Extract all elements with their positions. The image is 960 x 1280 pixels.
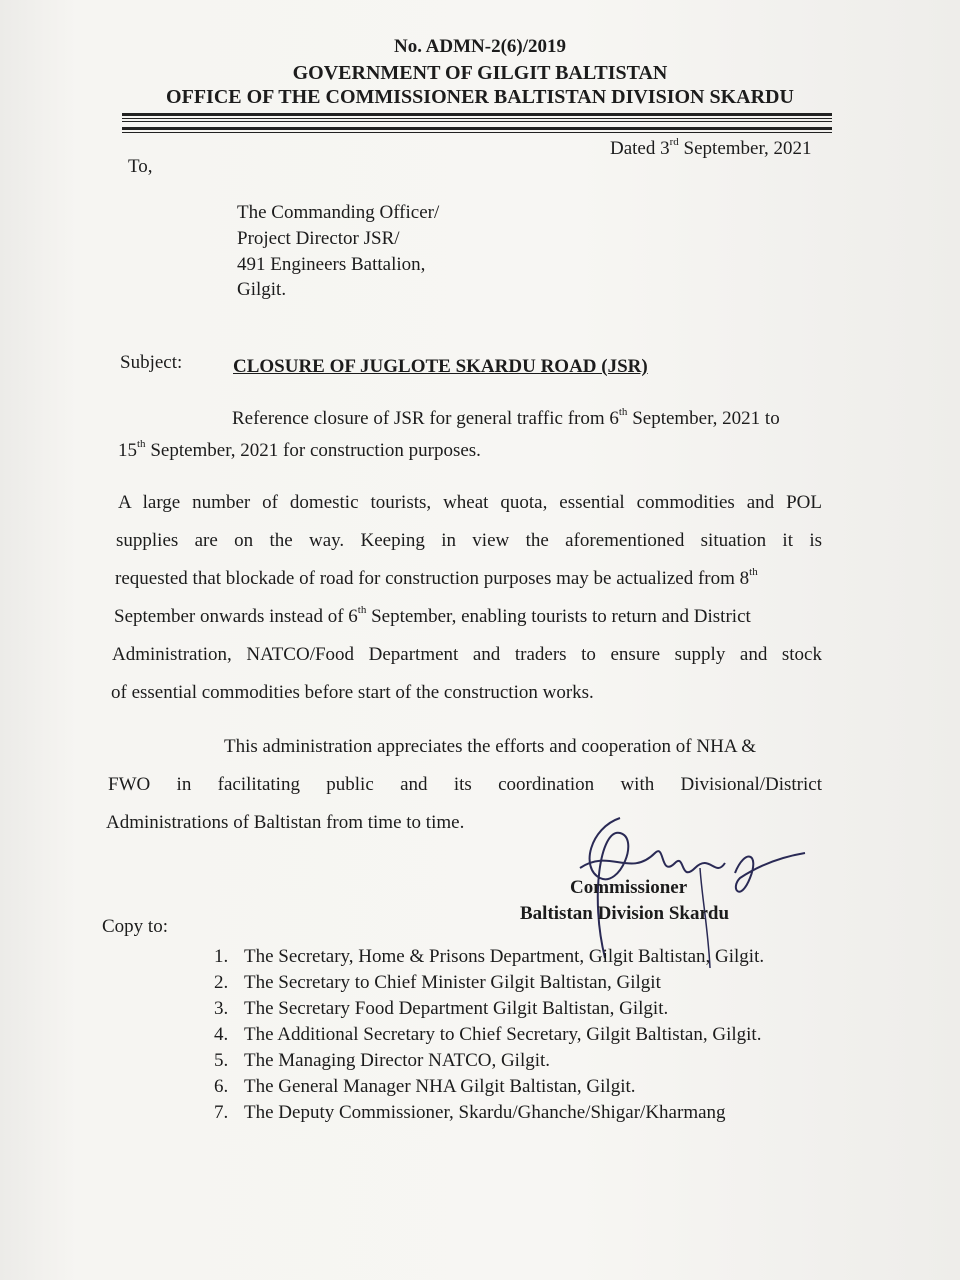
paragraph-line: 15th September, 2021 for construction purposes. <box>118 438 481 461</box>
list-item: 1. The Secretary, Home & Prisons Department, Gilgit Baltistan, Gilgit. <box>214 946 765 967</box>
list-item: 6. The General Manager NHA Gilgit Baltistan, Gilgit. <box>214 1076 636 1097</box>
subject-text: CLOSURE OF JUGLOTE SKARDU ROAD (JSR) <box>233 356 648 377</box>
header-rule <box>122 121 832 122</box>
paragraph-line: September onwards instead of 6th September, enabling tourists to return and District <box>114 604 751 627</box>
addressee-line: Project Director JSR/ <box>237 228 400 249</box>
paragraph-line: requested that blockade of road for construction purposes may be actualized from 8th <box>115 566 758 589</box>
list-item: 7. The Deputy Commissioner, Skardu/Ghanche/Shigar/Kharmang <box>214 1102 726 1123</box>
paragraph-line: supplies are on the way. Keeping in view the aforementioned situation it is <box>116 530 822 551</box>
signatory-office: Baltistan Division Skardu <box>520 903 730 924</box>
addressee-line: Gilgit. <box>237 279 287 300</box>
paragraph-line: Administrations of Baltistan from time to time. <box>106 812 465 833</box>
letter-date: Dated 3rd September, 2021 <box>610 136 812 159</box>
paragraph-line: of essential commodities before start of the construction works. <box>111 682 594 703</box>
header-rule <box>122 118 832 119</box>
reference-number: No. ADMN-2(6)/2019 <box>393 36 567 57</box>
list-item: 2. The Secretary to Chief Minister Gilgit Baltistan, Gilgit <box>214 972 661 993</box>
office-heading: OFFICE OF THE COMMISSIONER BALTISTAN DIVISION SKARDU <box>166 86 794 108</box>
header-rule <box>122 132 832 133</box>
paragraph-line: Administration, NATCO/Food Department and traders to ensure supply and stock <box>112 644 822 665</box>
list-item: 5. The Managing Director NATCO, Gilgit. <box>214 1050 551 1071</box>
header-rule <box>122 127 832 130</box>
copy-to-label: Copy to: <box>102 916 168 937</box>
addressee-line: 491 Engineers Battalion, <box>237 254 426 275</box>
list-item: 4. The Additional Secretary to Chief Secretary, Gilgit Baltistan, Gilgit. <box>214 1024 762 1045</box>
paragraph-line: Reference closure of JSR for general traffic from 6th September, 2021 to <box>232 406 780 429</box>
paragraph-line: This administration appreciates the efforts and cooperation of NHA & <box>224 736 757 757</box>
salutation: To, <box>128 156 153 177</box>
header-rule <box>122 113 832 116</box>
signatory-title: Commissioner <box>570 877 688 898</box>
paragraph-line: A large number of domestic tourists, wheat quota, essential commodities and POL <box>118 492 822 513</box>
subject-label: Subject: <box>120 352 183 373</box>
copy-to-list <box>214 946 764 1128</box>
addressee-line: The Commanding Officer/ <box>237 202 440 223</box>
paragraph-line: FWO in facilitating public and its coordination with Divisional/District <box>108 774 822 795</box>
government-heading: GOVERNMENT OF GILGIT BALTISTAN <box>292 62 668 84</box>
list-item: 3. The Secretary Food Department Gilgit Baltistan, Gilgit. <box>214 998 669 1019</box>
